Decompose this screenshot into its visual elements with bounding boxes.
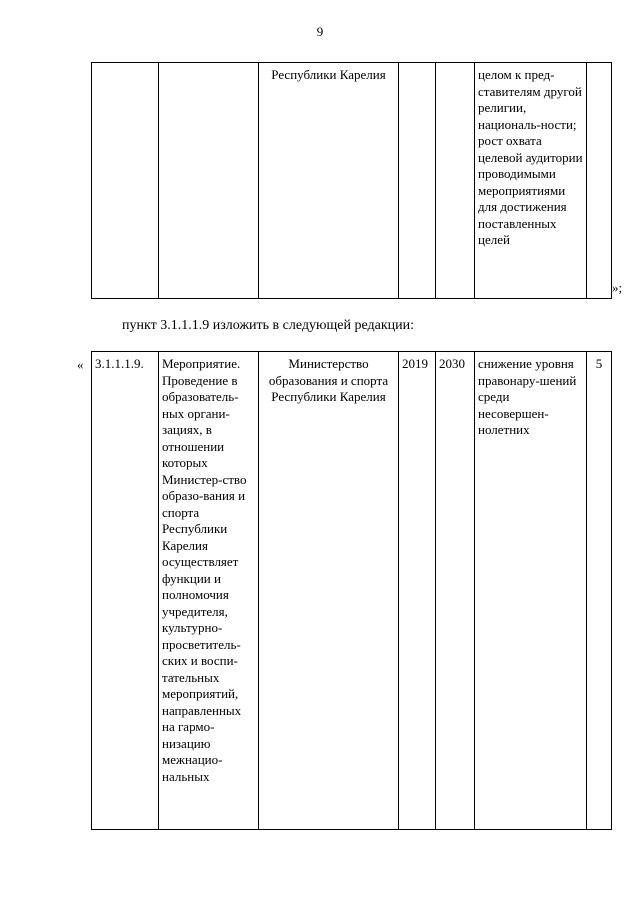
cell-link bbox=[587, 352, 612, 830]
year-start: 2019 bbox=[402, 356, 428, 371]
cell-year-start bbox=[399, 352, 436, 830]
cell-item-number bbox=[92, 352, 159, 830]
activity-text: Мероприятие. Проведение в образователь-ных органи-зациях, в отношении которых Министер-ство образо-вания и спорта Республики Карелия осуществляет функции и полномочия учредителя, культурно-просветитель-ских и воспи-тательных мероприятий, направленных на гармо-низацию межнацио-нальных bbox=[162, 356, 247, 784]
page-number: 9 bbox=[316, 24, 324, 39]
table-new-edition bbox=[91, 351, 612, 830]
cell-link bbox=[587, 63, 612, 299]
cell-result bbox=[475, 352, 587, 830]
cell-activity bbox=[159, 352, 259, 830]
cell-year-end bbox=[436, 352, 475, 830]
cell-ministry bbox=[259, 352, 399, 830]
opening-quote: « bbox=[77, 357, 84, 372]
result-text: целом к пред-ставителям другой религии, националь-ности; рост охвата целевой аудитории проводимыми мероприятиями для достижения поставленных целей bbox=[478, 67, 583, 247]
link-number: 5 bbox=[595, 356, 603, 371]
instruction-text: пункт 3.1.1.1.9 изложить в следующей редакции: bbox=[122, 318, 414, 333]
result-text: снижение уровня правонару-шений среди несовершен-нолетних bbox=[478, 356, 577, 437]
cell-activity bbox=[159, 63, 259, 299]
table-continued bbox=[91, 62, 612, 299]
cell-number bbox=[92, 63, 159, 299]
cell-result bbox=[475, 63, 587, 299]
ministry-text: Республики Карелия bbox=[271, 67, 386, 82]
cell-ministry bbox=[259, 63, 399, 299]
year-end: 2030 bbox=[439, 356, 465, 371]
cell-year-end bbox=[436, 63, 475, 299]
ministry-text: Министерство образования и спорта Республики Карелия bbox=[268, 356, 389, 404]
closing-quote: »; bbox=[612, 280, 623, 295]
item-number: 3.1.1.1.9. bbox=[95, 356, 144, 371]
cell-year-start bbox=[399, 63, 436, 299]
